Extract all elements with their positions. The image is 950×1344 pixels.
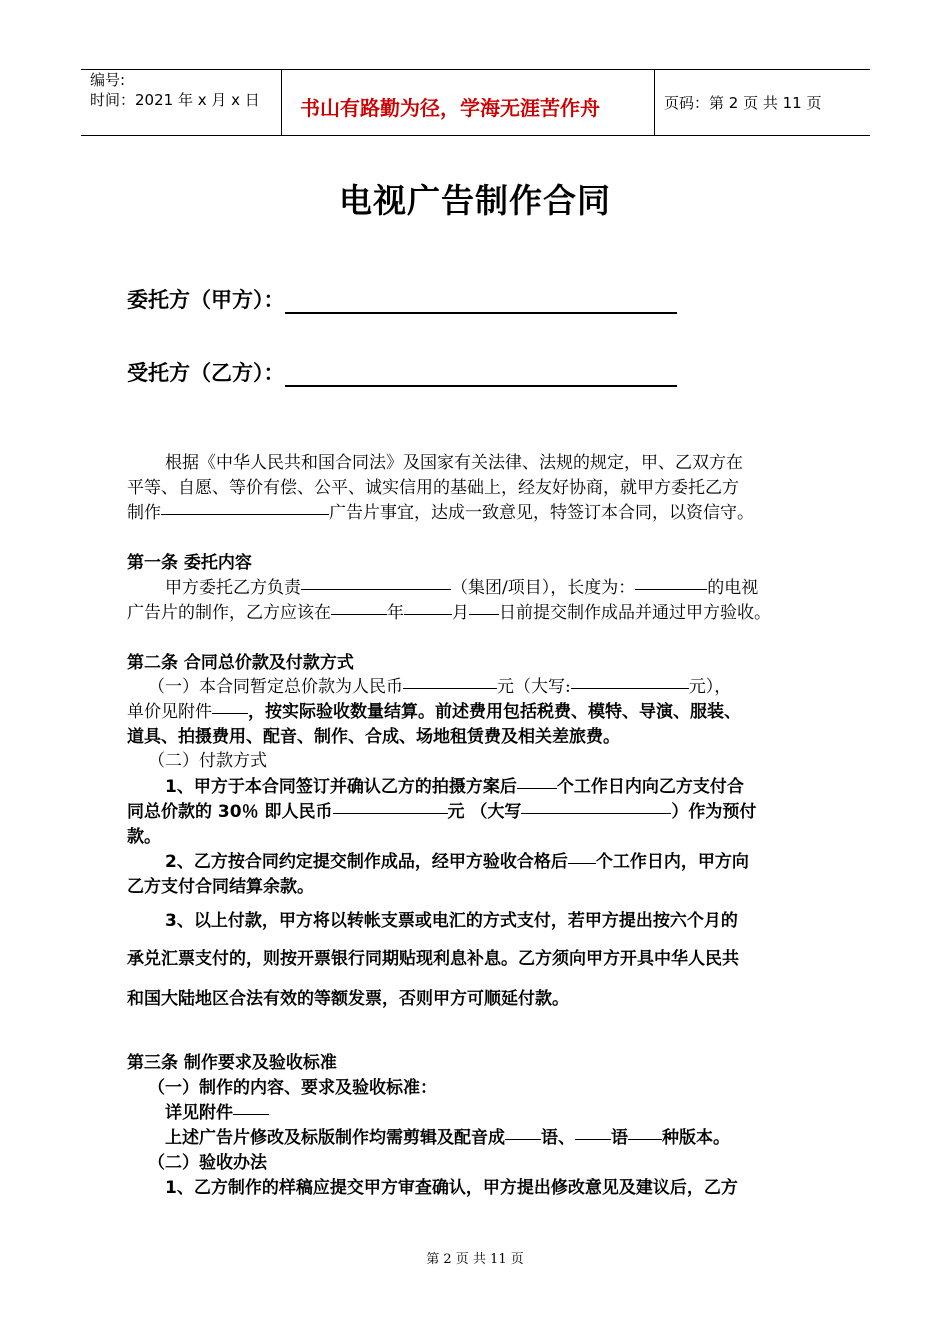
- header-page-info: 页码：第 2 页 共 11 页: [664, 94, 822, 112]
- preamble-line: 根据《中华人民共和国合同法》及国家有关法律、法规的规定，甲、乙双方在: [165, 453, 743, 473]
- ad-name-blank: [161, 513, 329, 515]
- article2-line: （一）本合同暂定总价款为人民币 元（大写: 元），: [148, 677, 732, 697]
- article1-line: 广告片的制作，乙方应该在 年 月 日前提交制作成品并通过甲方验收。: [127, 603, 771, 623]
- preamble-line: 制作 广告片事宜，达成一致意见，特签订本合同，以资信守。: [127, 503, 754, 523]
- contractor-party-label: 受托方（乙方）：: [127, 361, 285, 385]
- project-blank: [301, 588, 451, 590]
- article3-line: 1、乙方制作的样稿应提交甲方审查确认，甲方提出修改意见及建议后，乙方: [165, 1178, 738, 1198]
- article2-line: 3、以上付款，甲方将以转帐支票或电汇的方式支付，若甲方提出按六个月的: [165, 911, 738, 931]
- attachment-blank: [212, 712, 248, 714]
- article2-line: 款。: [127, 827, 161, 847]
- article3-line: 上述广告片修改及标版制作均需剪辑及配音成 语、 语 种版本。: [165, 1128, 730, 1148]
- page-footer: 第 2 页 共 11 页: [426, 1252, 524, 1267]
- advance-words-blank: [521, 812, 671, 814]
- month-blank: [404, 613, 452, 615]
- article-heading: 第二条 合同总价款及付款方式: [127, 653, 354, 673]
- article1-line: 甲方委托乙方负责 （集团/项目），长度为： 的电视: [165, 578, 759, 598]
- header-bottom-rule: [81, 135, 870, 136]
- document-number-label: 编号:: [90, 71, 126, 89]
- language-blank: [575, 1138, 611, 1140]
- header-motto: 书山有路勤为径，学海无涯苦作舟: [300, 96, 600, 120]
- header-top-rule: [81, 69, 870, 70]
- article3-subheading: （二）验收办法: [148, 1153, 267, 1173]
- total-price-words-blank: [571, 687, 689, 689]
- article2-line: 同总价款的 30％ 即人民币 元 （大写 ）作为预付: [127, 802, 757, 822]
- workdays-blank: [568, 862, 596, 864]
- article2-line: 和国大陆地区合法有效的等额发票，否则甲方可顺延付款。: [127, 989, 569, 1009]
- client-party-label: 委托方（甲方）：: [127, 288, 285, 312]
- header-divider: [654, 69, 655, 136]
- article2-line: 乙方支付合同结算余款。: [127, 877, 314, 897]
- day-blank: [469, 613, 499, 615]
- workdays-blank: [517, 787, 557, 789]
- advance-amount-blank: [333, 812, 448, 814]
- version-count-blank: [628, 1138, 662, 1140]
- contractor-party-row: [127, 357, 677, 387]
- article2-line: 道具、拍摄费用、配音、制作、合成、场地租赁费及相关差旅费。: [127, 727, 620, 747]
- article2-line: 2、乙方按合同约定提交制作成品，经甲方验收合格后 个工作日内，甲方向: [165, 852, 749, 872]
- header-divider: [281, 69, 282, 136]
- page-title: 电视广告制作合同: [339, 181, 611, 220]
- article3-line: 详见附件: [165, 1098, 269, 1123]
- document-date: 时间：2021 年 x 月 x 日: [90, 91, 260, 109]
- article-heading: 第三条 制作要求及验收标准: [127, 1053, 337, 1073]
- client-party-row: [127, 284, 677, 314]
- client-party-blank: [285, 290, 677, 314]
- preamble-line: 平等、自愿、等价有偿、公平、诚实信用的基础上，经友好协商，就甲方委托乙方: [127, 478, 739, 498]
- year-blank: [331, 613, 387, 615]
- article-heading: 第一条 委托内容: [127, 553, 252, 573]
- article2-subheading: （二）付款方式: [148, 751, 267, 771]
- language-blank: [505, 1138, 541, 1140]
- article3-subheading: （一）制作的内容、要求及验收标准：: [148, 1078, 437, 1098]
- contractor-party-blank: [285, 363, 677, 387]
- article2-line: 承兑汇票支付的，则按开票银行同期贴现利息补息。乙方须向甲方开具中华人民共: [127, 949, 739, 969]
- total-price-blank: [403, 687, 497, 689]
- attachment-blank: [233, 1113, 269, 1115]
- length-blank: [635, 588, 707, 590]
- article2-line: 单价见附件 ，按实际验收数量结算。前述费用包括税费、模特、导演、服装、: [127, 702, 741, 722]
- article2-line: 1、甲方于本合同签订并确认乙方的拍摄方案后 个工作日内向乙方支付合: [165, 777, 744, 797]
